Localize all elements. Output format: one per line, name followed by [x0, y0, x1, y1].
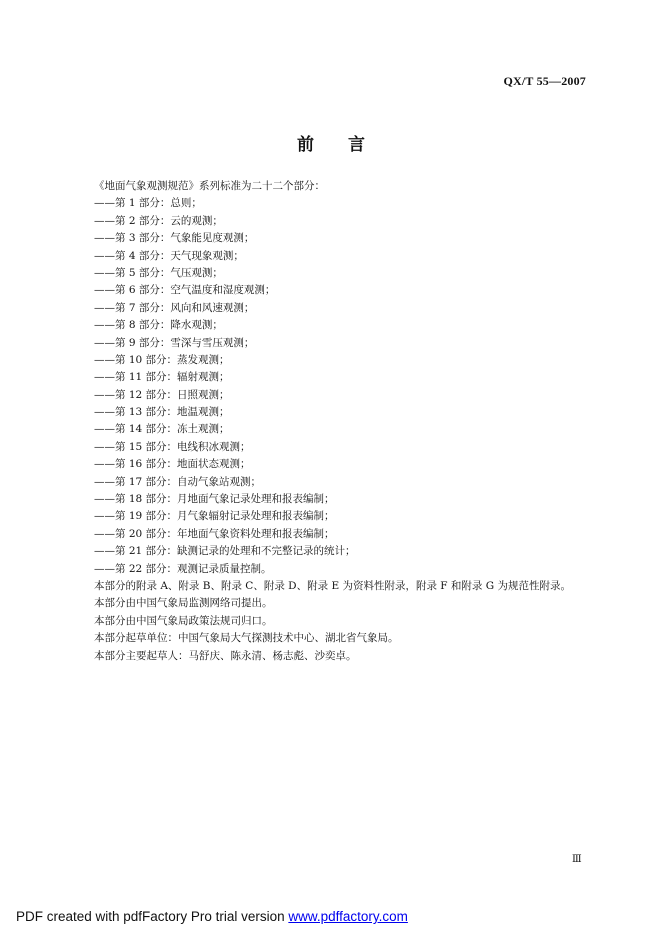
list-item: ——第 14 部分：冻土观测；: [94, 423, 230, 436]
title-char-2: 言: [348, 135, 365, 155]
list-item: ——第 4 部分：天气现象观测；: [94, 249, 244, 262]
list-item: ——第 19 部分：月气象辐射记录处理和报表编制；: [94, 510, 335, 523]
list-item: ——第 6 部分：空气温度和湿度观测；: [94, 284, 276, 297]
page-title: [0, 130, 662, 155]
page-number: Ⅲ: [572, 854, 582, 865]
list-item: ——第 16 部分：地面状态观测；: [94, 458, 251, 471]
list-item: ——第 13 部分：地温观测；: [94, 406, 230, 419]
list-item: ——第 9 部分：雪深与雪压观测；: [94, 336, 255, 349]
list-item: ——第 18 部分：月地面气象记录处理和报表编制；: [94, 493, 335, 506]
list-item: ——第 20 部分：年地面气象资料处理和报表编制；: [94, 527, 335, 540]
foreword-body: [94, 178, 614, 665]
drafting-unit-statement: 本部分起草单位：中国气象局大气探测技术中心、湖北省气象局。: [94, 632, 399, 645]
list-item: ——第 17 部分：自动气象站观测；: [94, 475, 262, 488]
footer-text: PDF created with pdfFactory Pro trial version: [16, 909, 289, 924]
list-item: ——第 15 部分：电线积冰观测；: [94, 440, 251, 453]
list-item: ——第 11 部分：辐射观测；: [94, 371, 230, 384]
proposer-statement: 本部分由中国气象局监测网络司提出。: [94, 597, 273, 610]
list-item: ——第 8 部分：降水观测；: [94, 319, 223, 332]
footer-link[interactable]: www.pdffactory.com: [288, 909, 408, 924]
list-item: ——第 12 部分：日照观测；: [94, 388, 230, 401]
list-item: ——第 1 部分：总则；: [94, 197, 202, 210]
list-item: ——第 3 部分：气象能见度观测；: [94, 232, 255, 245]
standard-number: QX/T 55—2007: [503, 74, 586, 88]
drafters-statement: 本部分主要起草人：马舒庆、陈永清、杨志彪、沙奕卓。: [94, 649, 357, 662]
list-item: ——第 7 部分：风向和风速观测；: [94, 301, 255, 314]
list-item: ——第 2 部分：云的观测；: [94, 214, 223, 227]
intro-line: 《地面气象观测规范》系列标准为二十二个部分：: [94, 180, 325, 192]
parts-list: [94, 195, 614, 578]
responsible-statement: 本部分由中国气象局政策法规司归口。: [94, 614, 273, 627]
pdf-footer: [16, 909, 408, 924]
title-char-1: 前: [297, 135, 314, 155]
list-item: ——第 22 部分：观测记录质量控制。: [94, 562, 272, 575]
list-item: ——第 10 部分：蒸发观测；: [94, 353, 230, 366]
list-item: ——第 5 部分：气压观测；: [94, 266, 223, 279]
list-item: ——第 21 部分：缺测记录的处理和不完整记录的统计；: [94, 545, 356, 558]
annex-statement: 本部分的附录 A、附录 B、附录 C、附录 D、附录 E 为资料性附录，附录 F 和附录 G 为规范性附录。: [94, 579, 571, 592]
